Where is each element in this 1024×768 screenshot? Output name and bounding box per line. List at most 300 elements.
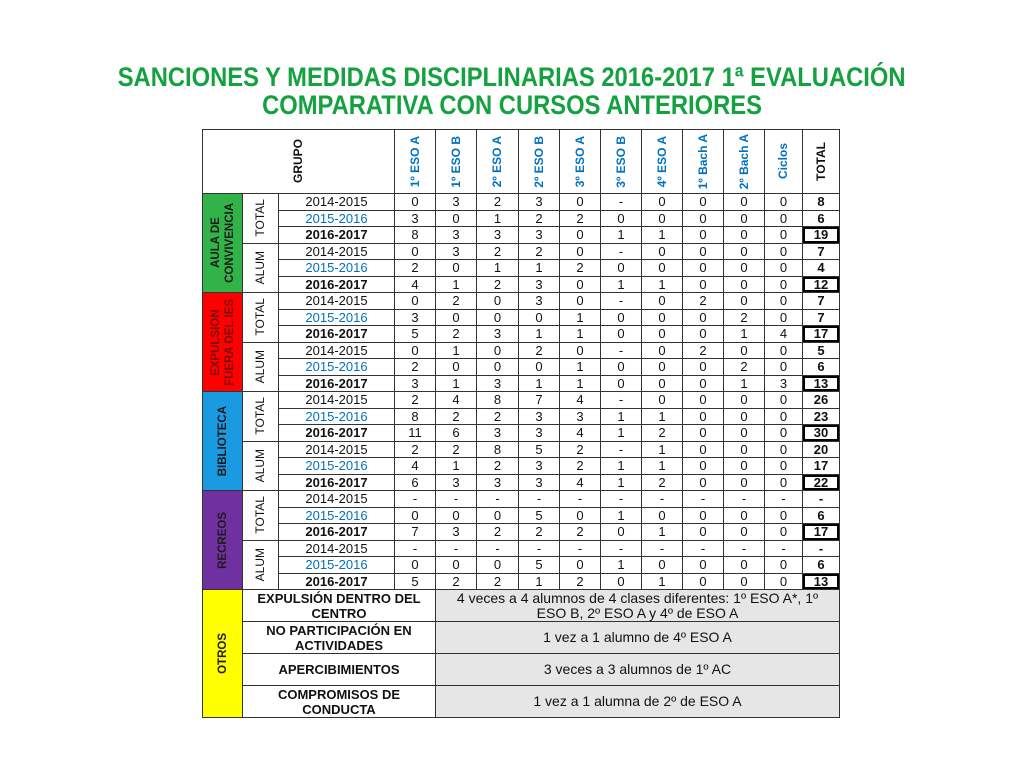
value-cell	[642, 260, 683, 277]
value-cell	[436, 293, 477, 310]
value-text: 0	[658, 557, 666, 573]
year-label: 2015-2016	[305, 507, 368, 523]
value-text: 8	[411, 227, 419, 243]
value-text: 1	[617, 474, 625, 490]
year-label: 2015-2016	[305, 210, 368, 226]
value-text: 2	[576, 260, 584, 276]
value-text: 0	[779, 210, 788, 226]
value-cell	[560, 277, 601, 294]
value-cell	[395, 508, 436, 525]
value-text: 0	[779, 573, 788, 589]
value-text: 0	[576, 276, 584, 292]
year-label: 2015-2016	[305, 557, 368, 573]
column-header-cell	[477, 130, 519, 194]
column-header-cell	[765, 130, 803, 194]
value-cell	[724, 574, 765, 591]
section-label-line: RECREOS	[216, 511, 229, 569]
total-value: 22	[813, 474, 829, 490]
total-value: 6	[817, 210, 825, 226]
value-cell	[724, 541, 765, 558]
value-text: 2	[658, 425, 666, 441]
value-cell	[642, 409, 683, 426]
total-value: 6	[817, 507, 825, 523]
value-text: 1	[576, 375, 584, 391]
section-label-cell	[203, 590, 243, 718]
value-text: 2	[452, 573, 460, 589]
value-cell	[724, 310, 765, 327]
value-text: 3	[452, 243, 460, 259]
value-text: 2	[576, 573, 584, 589]
year-label: 2014-2015	[305, 491, 368, 507]
otros-item-label: NO PARTICIPACIÓN EN ACTIVIDADES	[266, 622, 412, 653]
value-text: 3	[452, 474, 460, 490]
value-text: 0	[699, 326, 707, 342]
value-text: 1	[452, 276, 460, 292]
value-cell	[765, 326, 803, 343]
value-cell	[477, 409, 519, 426]
value-cell	[519, 392, 560, 409]
value-text: 2	[576, 441, 584, 457]
value-text: 4	[779, 326, 788, 342]
value-text: 1	[535, 375, 543, 391]
total-cell	[803, 310, 840, 327]
value-text: 0	[699, 441, 707, 457]
column-header-cell	[395, 130, 436, 194]
group-label-cell	[243, 244, 279, 294]
value-text: -	[781, 491, 786, 507]
value-text: 0	[740, 243, 748, 259]
value-text: -	[412, 540, 418, 556]
value-text: 0	[779, 309, 788, 325]
year-label: 2016-2017	[305, 276, 368, 292]
value-cell	[601, 491, 642, 508]
group-label: TOTAL	[253, 397, 267, 436]
value-cell	[395, 277, 436, 294]
value-text: -	[618, 540, 624, 556]
value-text: 3	[493, 326, 502, 342]
value-text: 0	[740, 293, 748, 309]
section-label	[209, 203, 237, 283]
total-value: 13	[813, 573, 829, 589]
value-cell	[436, 475, 477, 492]
value-text: 0	[779, 342, 788, 358]
value-text: 0	[699, 243, 707, 259]
year-cell	[279, 392, 395, 409]
value-cell	[765, 442, 803, 459]
group-label-cell	[243, 442, 279, 492]
value-text: 0	[699, 557, 707, 573]
value-text: 0	[617, 309, 625, 325]
value-cell	[519, 293, 560, 310]
value-cell	[519, 541, 560, 558]
value-text: 0	[493, 507, 502, 523]
total-column-header-cell	[803, 130, 840, 194]
value-cell	[765, 211, 803, 228]
otros-item-value: 3 veces a 3 alumnos de 1º AC	[543, 661, 732, 677]
value-cell	[395, 359, 436, 376]
column-header-label: Ciclos	[776, 143, 790, 180]
value-text: 0	[617, 375, 625, 391]
value-cell	[477, 392, 519, 409]
value-text: 2	[452, 326, 460, 342]
value-cell	[642, 425, 683, 442]
otros-item-label-cell	[243, 654, 436, 686]
value-cell	[683, 574, 724, 591]
otros-item-label: COMPROMISOS DE CONDUCTA	[277, 686, 401, 717]
value-cell	[395, 211, 436, 228]
value-cell	[477, 293, 519, 310]
value-text: -	[618, 293, 624, 309]
value-cell	[601, 244, 642, 261]
total-cell	[803, 244, 840, 261]
value-cell	[395, 409, 436, 426]
value-cell	[560, 376, 601, 393]
value-cell	[560, 211, 601, 228]
value-text: 3	[535, 408, 543, 424]
value-text: 4	[411, 276, 419, 292]
year-label: 2015-2016	[305, 458, 368, 474]
year-cell	[279, 475, 395, 492]
year-cell	[279, 326, 395, 343]
value-cell	[477, 458, 519, 475]
title-line	[0, 91, 1024, 119]
value-cell	[683, 260, 724, 277]
otros-item-value-cell	[436, 654, 840, 686]
value-cell	[642, 343, 683, 360]
otros-item-label: EXPULSIÓN DENTRO DEL CENTRO	[257, 590, 421, 621]
value-text: -	[618, 194, 624, 210]
year-label: 2015-2016	[305, 309, 368, 325]
value-cell	[560, 244, 601, 261]
value-text: 0	[779, 260, 788, 276]
value-cell	[724, 293, 765, 310]
year-cell	[279, 409, 395, 426]
value-text: 0	[779, 227, 788, 243]
value-text: 0	[452, 557, 460, 573]
value-cell	[724, 508, 765, 525]
total-cell	[803, 508, 840, 525]
value-text: -	[453, 491, 459, 507]
total-value: -	[818, 540, 824, 556]
section-label	[216, 406, 230, 476]
group-label-cell	[243, 541, 279, 591]
value-text: 4	[576, 392, 584, 408]
value-cell	[601, 541, 642, 558]
value-cell	[395, 326, 436, 343]
value-cell	[519, 442, 560, 459]
year-cell	[279, 260, 395, 277]
group-label: ALUM	[253, 449, 267, 483]
column-header-cell	[724, 130, 765, 194]
value-cell	[436, 326, 477, 343]
value-text: -	[618, 342, 624, 358]
value-cell	[765, 376, 803, 393]
value-cell	[560, 574, 601, 591]
value-text: -	[536, 540, 542, 556]
value-cell	[436, 557, 477, 574]
value-text: 2	[411, 441, 419, 457]
column-header-label: 1º ESO B	[448, 135, 463, 188]
group-label-cell	[243, 392, 279, 442]
value-cell	[477, 425, 519, 442]
total-value: 30	[813, 425, 829, 441]
value-text: 0	[740, 408, 748, 424]
value-cell	[642, 475, 683, 492]
group-label: ALUM	[253, 350, 267, 384]
value-cell	[601, 277, 642, 294]
value-cell	[560, 359, 601, 376]
value-cell	[724, 244, 765, 261]
value-text: 3	[493, 375, 502, 391]
value-text: 2	[535, 342, 543, 358]
value-text: 0	[699, 524, 707, 540]
value-text: 6	[452, 425, 460, 441]
value-text: 0	[779, 276, 788, 292]
value-text: 2	[535, 243, 543, 259]
value-cell	[477, 194, 519, 211]
value-cell	[477, 442, 519, 459]
value-text: -	[618, 392, 624, 408]
year-cell	[279, 376, 395, 393]
value-cell	[601, 359, 642, 376]
value-text: 0	[452, 210, 460, 226]
value-text: 0	[452, 309, 460, 325]
value-cell	[601, 425, 642, 442]
value-cell	[642, 293, 683, 310]
slide-title-line-2: COMPARATIVA CON CURSOS ANTERIORES	[262, 90, 762, 120]
value-cell	[642, 376, 683, 393]
value-cell	[519, 326, 560, 343]
value-cell	[477, 376, 519, 393]
value-text: 3	[535, 227, 543, 243]
value-cell	[477, 524, 519, 541]
total-cell	[803, 227, 840, 244]
year-cell	[279, 194, 395, 211]
year-cell	[279, 491, 395, 508]
value-text: 0	[740, 458, 748, 474]
value-text: 2	[493, 408, 502, 424]
value-cell	[642, 244, 683, 261]
value-text: 0	[658, 194, 666, 210]
value-cell	[601, 376, 642, 393]
section-label-cell	[203, 293, 243, 392]
year-label: 2014-2015	[305, 392, 368, 408]
year-cell	[279, 227, 395, 244]
value-cell	[724, 376, 765, 393]
value-text: 0	[658, 293, 666, 309]
value-cell	[765, 244, 803, 261]
value-text: 5	[535, 507, 543, 523]
value-cell	[395, 475, 436, 492]
value-text: 0	[493, 342, 502, 358]
slide-title-line-1: SANCIONES Y MEDIDAS DISCIPLINARIAS 2016-2017 1ª EVALUACIÓN	[118, 62, 906, 92]
value-text: 0	[779, 458, 788, 474]
value-text: 0	[411, 194, 419, 210]
value-cell	[601, 194, 642, 211]
value-text: 2	[452, 441, 460, 457]
value-cell	[436, 194, 477, 211]
value-text: 2	[493, 194, 502, 210]
value-text: -	[618, 491, 624, 507]
group-label: TOTAL	[253, 298, 267, 337]
value-text: 7	[411, 524, 419, 540]
value-text: 0	[699, 408, 707, 424]
column-header-label: 2º ESO B	[531, 135, 546, 188]
value-cell	[724, 524, 765, 541]
value-cell	[519, 475, 560, 492]
otros-item-label: APERCIBIMIENTOS	[278, 662, 400, 677]
value-cell	[519, 574, 560, 591]
value-text: 1	[658, 408, 666, 424]
value-text: 1	[658, 441, 666, 457]
value-text: 1	[658, 227, 666, 243]
year-cell	[279, 425, 395, 442]
year-label: 2016-2017	[305, 227, 368, 243]
value-cell	[642, 508, 683, 525]
value-text: 0	[658, 359, 666, 375]
total-cell	[803, 458, 840, 475]
value-cell	[765, 359, 803, 376]
total-value: 17	[813, 326, 829, 342]
total-cell	[803, 392, 840, 409]
value-text: 0	[699, 507, 707, 523]
value-cell	[765, 541, 803, 558]
year-label: 2016-2017	[305, 474, 368, 490]
value-cell	[642, 211, 683, 228]
value-text: 0	[740, 276, 748, 292]
column-header-label: 2º Bach A	[736, 133, 751, 190]
value-text: 0	[779, 359, 788, 375]
value-text: -	[700, 540, 706, 556]
year-cell	[279, 458, 395, 475]
value-text: 2	[493, 243, 502, 259]
value-cell	[519, 260, 560, 277]
value-text: 2	[535, 210, 543, 226]
value-text: 1	[452, 342, 460, 358]
value-text: -	[741, 491, 747, 507]
year-cell	[279, 310, 395, 327]
value-text: 3	[493, 474, 502, 490]
value-text: -	[577, 491, 583, 507]
year-label: 2014-2015	[305, 540, 368, 556]
value-text: 0	[493, 359, 502, 375]
value-text: 0	[699, 474, 707, 490]
total-cell	[803, 425, 840, 442]
value-text: 0	[411, 507, 419, 523]
value-cell	[436, 574, 477, 591]
value-text: 5	[411, 573, 419, 589]
year-cell	[279, 244, 395, 261]
otros-item-value: 1 vez a 1 alumno de 4º ESO A	[543, 629, 732, 645]
value-cell	[560, 541, 601, 558]
value-text: 1	[576, 359, 584, 375]
column-header-label: 2º ESO A	[490, 135, 504, 188]
value-cell	[724, 458, 765, 475]
year-label: 2015-2016	[305, 260, 368, 276]
total-value: 19	[813, 227, 829, 243]
value-cell	[560, 392, 601, 409]
value-cell	[560, 557, 601, 574]
value-cell	[395, 392, 436, 409]
value-text: 2	[411, 359, 419, 375]
value-cell	[477, 260, 519, 277]
value-cell	[601, 260, 642, 277]
value-cell	[724, 277, 765, 294]
value-cell	[724, 194, 765, 211]
value-cell	[642, 326, 683, 343]
value-text: 0	[493, 293, 502, 309]
value-text: 0	[740, 227, 748, 243]
value-text: -	[700, 491, 706, 507]
total-cell	[803, 211, 840, 228]
total-cell	[803, 277, 840, 294]
value-cell	[395, 574, 436, 591]
value-cell	[560, 442, 601, 459]
value-text: 3	[576, 408, 584, 424]
value-cell	[436, 508, 477, 525]
value-cell	[436, 458, 477, 475]
otros-item-value-cell	[436, 622, 840, 654]
value-cell	[642, 359, 683, 376]
total-cell	[803, 194, 840, 211]
value-cell	[765, 392, 803, 409]
value-cell	[642, 442, 683, 459]
value-cell	[765, 293, 803, 310]
value-cell	[560, 343, 601, 360]
value-text: 0	[658, 375, 666, 391]
value-cell	[477, 277, 519, 294]
value-text: 2	[493, 573, 502, 589]
value-text: 0	[617, 573, 625, 589]
section-label-cell	[203, 392, 243, 491]
value-text: 0	[452, 359, 460, 375]
total-cell	[803, 359, 840, 376]
value-cell	[560, 491, 601, 508]
value-text: 5	[535, 557, 543, 573]
value-cell	[724, 392, 765, 409]
total-value: 23	[813, 408, 829, 424]
value-text: 0	[658, 507, 666, 523]
value-text: 0	[658, 210, 666, 226]
value-text: 0	[658, 342, 666, 358]
value-cell	[477, 475, 519, 492]
value-cell	[519, 277, 560, 294]
value-text: 0	[699, 210, 707, 226]
section-label-line: CONVIVENCIA	[223, 203, 236, 283]
value-text: 6	[411, 474, 419, 490]
value-text: 1	[452, 458, 460, 474]
value-cell	[683, 409, 724, 426]
value-text: -	[781, 540, 786, 556]
value-text: 8	[411, 408, 419, 424]
year-cell	[279, 524, 395, 541]
value-text: 1	[535, 260, 543, 276]
value-text: 2	[699, 293, 707, 309]
value-cell	[765, 409, 803, 426]
value-cell	[436, 442, 477, 459]
value-cell	[436, 491, 477, 508]
value-cell	[395, 425, 436, 442]
section-label	[216, 512, 230, 569]
value-text: 1	[617, 276, 625, 292]
value-cell	[683, 227, 724, 244]
value-text: -	[412, 491, 418, 507]
group-label: ALUM	[253, 548, 267, 582]
value-text: 5	[535, 441, 543, 457]
value-text: 0	[740, 425, 748, 441]
value-text: 11	[408, 425, 422, 441]
slide-title	[0, 63, 1024, 119]
